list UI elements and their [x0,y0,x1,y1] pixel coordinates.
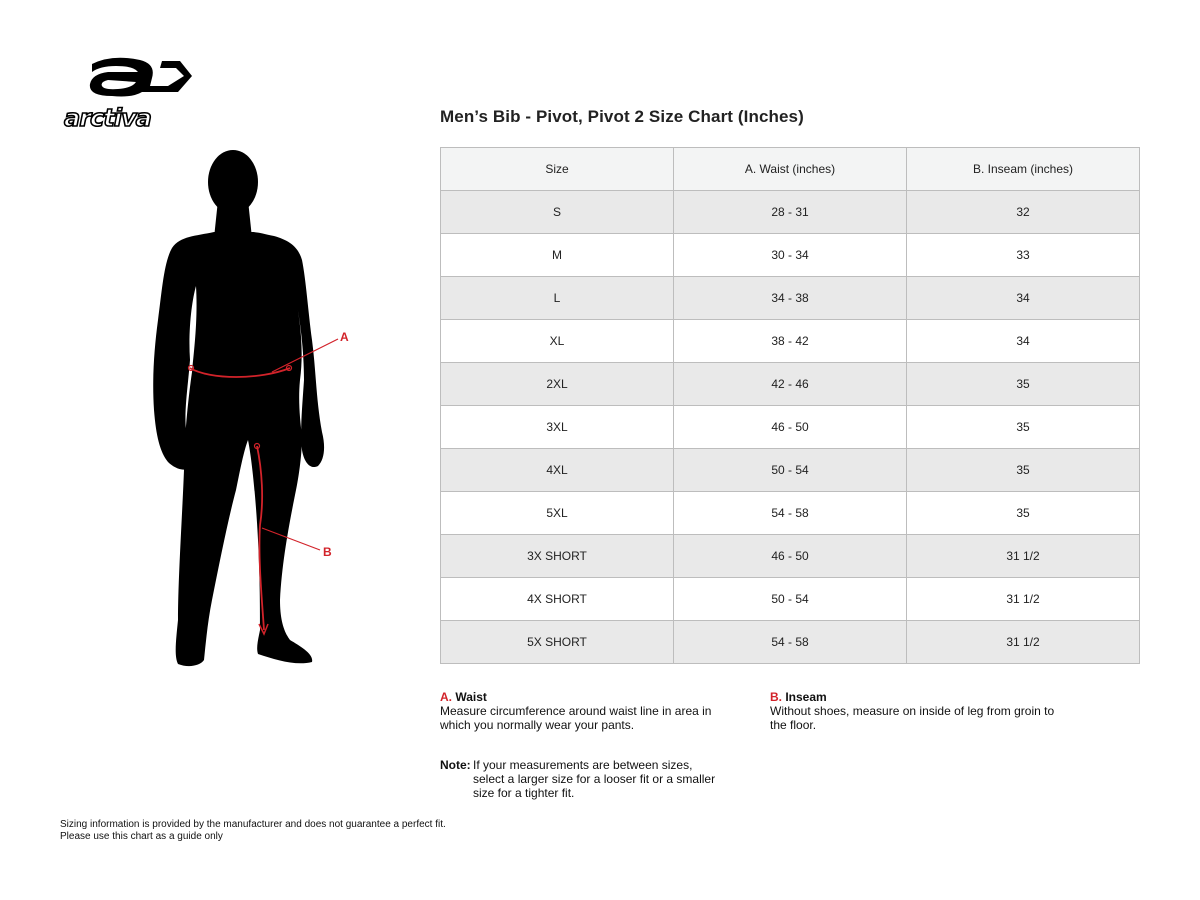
waist-cell: 46 - 50 [674,535,907,578]
waist-cell: 42 - 46 [674,363,907,406]
marker-a-label: A [340,330,349,344]
table-row [441,492,1140,535]
waist-cell: 30 - 34 [674,234,907,277]
size-cell: 3XL [441,406,674,449]
header-size: Size [441,148,674,191]
inseam-cell: 33 [907,234,1140,277]
table-row [441,578,1140,621]
inseam-cell: 32 [907,191,1140,234]
inseam-cell: 31 1/2 [907,578,1140,621]
inseam-cell: 35 [907,363,1140,406]
table-row [441,535,1140,578]
table-row [441,277,1140,320]
body-measurement-figure [135,148,360,673]
waist-cell: 50 - 54 [674,578,907,621]
size-cell: L [441,277,674,320]
size-cell: 4XL [441,449,674,492]
size-cell: 5X SHORT [441,621,674,664]
size-cell: 2XL [441,363,674,406]
size-cell: 4X SHORT [441,578,674,621]
disclaimer-line-2: Please use this chart as a guide only [60,831,223,842]
disclaimer-line-1: Sizing information is provided by the manufacturer and does not guarantee a perfect fit. [60,819,446,830]
inseam-label: Inseam [785,690,827,704]
note-label: Note: [440,758,471,772]
inseam-cell: 35 [907,449,1140,492]
table-row [441,363,1140,406]
inseam-letter: B. [770,690,782,704]
size-cell: XL [441,320,674,363]
inseam-cell: 34 [907,277,1140,320]
table-row [441,234,1140,277]
note-text: If your measurements are between sizes, select a larger size for a looser fit or a smaller size for a tighter fit. [473,758,716,800]
inseam-text: Without shoes, measure on inside of leg from groin to the floor. [770,704,1055,732]
waist-cell: 50 - 54 [674,449,907,492]
size-cell: 5XL [441,492,674,535]
waist-letter: A. [440,690,452,704]
disclaimer [60,819,446,843]
waist-cell: 34 - 38 [674,277,907,320]
inseam-cell: 31 1/2 [907,535,1140,578]
table-row [441,621,1140,664]
waist-cell: 54 - 58 [674,492,907,535]
table-row [441,449,1140,492]
waist-cell: 28 - 31 [674,191,907,234]
silhouette [153,150,324,666]
table-row [441,320,1140,363]
logo-wordmark: arctiva [64,104,151,130]
inseam-note [770,690,1070,732]
page-title: Men’s Bib - Pivot, Pivot 2 Size Chart (Inches) [440,107,804,126]
waist-text: Measure circumference around waist line in area in which you normally wear your pants. [440,704,712,732]
size-cell: 3X SHORT [441,535,674,578]
waist-cell: 46 - 50 [674,406,907,449]
waist-cell: 54 - 58 [674,621,907,664]
size-cell: M [441,234,674,277]
table-row [441,406,1140,449]
size-chart-table [440,147,1140,664]
size-note [440,758,740,800]
header-inseam: B. Inseam (inches) [907,148,1140,191]
arctiva-logo [60,56,215,130]
header-waist: A. Waist (inches) [674,148,907,191]
waist-label: Waist [455,690,487,704]
inseam-cell: 35 [907,492,1140,535]
size-cell: S [441,191,674,234]
waist-cell: 38 - 42 [674,320,907,363]
inseam-cell: 31 1/2 [907,621,1140,664]
inseam-cell: 34 [907,320,1140,363]
inseam-cell: 35 [907,406,1140,449]
waist-note [440,690,740,732]
marker-b-label: B [323,545,332,559]
table-row [441,191,1140,234]
table-header-row [441,148,1140,191]
logo-mark-icon [90,58,192,97]
